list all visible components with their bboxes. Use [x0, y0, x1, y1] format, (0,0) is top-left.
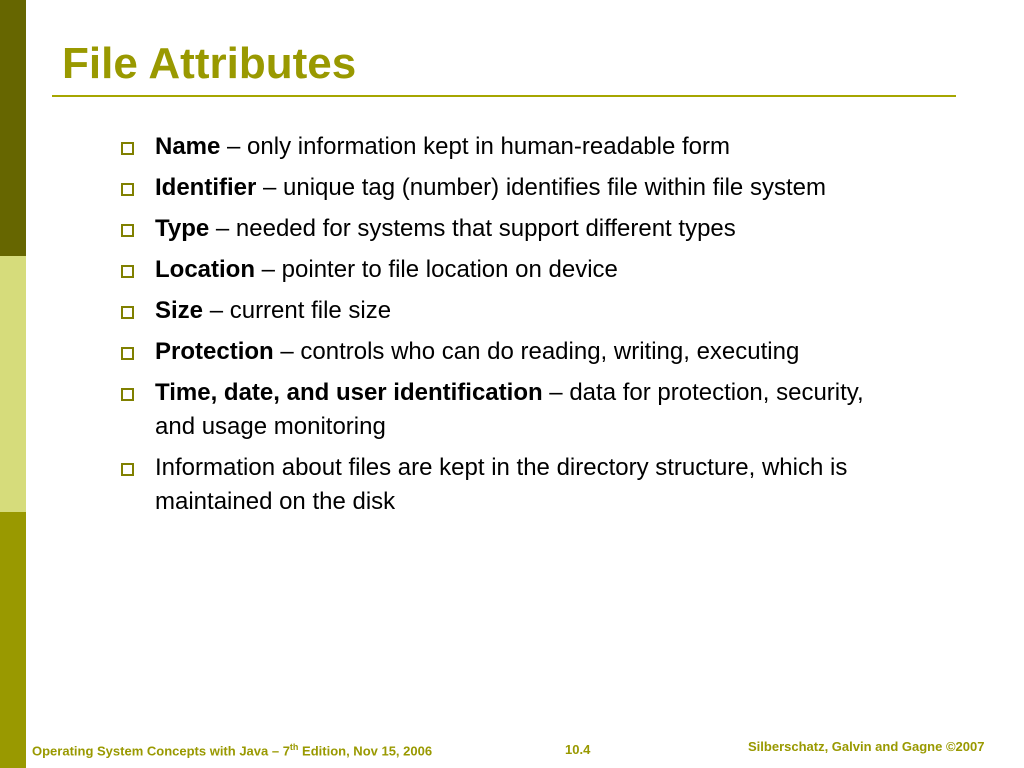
bullet-term: Size [155, 297, 204, 324]
bullet-item [118, 253, 898, 287]
bullet-item [118, 376, 898, 444]
bullet-text: Information about files are kept in the directory structure, which is maintained on the disk [155, 454, 848, 515]
square-bullet-icon [121, 183, 134, 196]
bullet-text: – pointer to file location on device [255, 256, 618, 283]
bullet-item [118, 130, 898, 164]
square-bullet-icon [121, 224, 134, 237]
bullet-term: Type [155, 215, 210, 242]
bullet-text: – data for protection, security, and usage monitoring [155, 379, 864, 440]
bullet-text: – controls who can do reading, writing, executing [273, 338, 800, 365]
square-bullet-icon [121, 142, 134, 155]
side-bar-light [0, 256, 26, 512]
square-bullet-icon [121, 347, 134, 360]
bullet-item [118, 294, 898, 328]
title-divider [52, 95, 956, 97]
square-bullet-icon [121, 388, 134, 401]
footer-book-title [32, 742, 432, 758]
bullet-item [118, 335, 898, 369]
footer-copyright: Silberschatz, Galvin and Gagne ©2007 [748, 739, 985, 754]
footer-title-text: Operating System Concepts with Java – 7 [32, 743, 290, 759]
bullet-item [118, 212, 898, 246]
bullet-list [118, 130, 898, 526]
bullet-term: Name [155, 133, 221, 160]
square-bullet-icon [121, 265, 134, 278]
bullet-term: Protection [155, 338, 274, 365]
footer-page-number: 10.4 [565, 742, 591, 757]
bullet-item [118, 171, 898, 205]
bullet-term: Location [155, 256, 255, 283]
slide-title: File Attributes [62, 39, 357, 88]
footer-edition-sup: th [289, 742, 299, 752]
bullet-text: – unique tag (number) identifies file within file system [256, 174, 826, 201]
side-bar-dark [0, 0, 26, 256]
footer-edition-date: Edition, Nov 15, 2006 [298, 743, 433, 759]
bullet-term: Time, date, and user identification [155, 379, 543, 406]
square-bullet-icon [121, 306, 134, 319]
bullet-term: Identifier [155, 174, 257, 201]
bullet-text: – only information kept in human-readable form [220, 133, 730, 160]
square-bullet-icon [121, 463, 134, 476]
bullet-text: – needed for systems that support different types [209, 215, 736, 242]
bullet-item [118, 451, 898, 519]
bullet-text: – current file size [203, 297, 392, 324]
side-bar-olive [0, 512, 26, 768]
